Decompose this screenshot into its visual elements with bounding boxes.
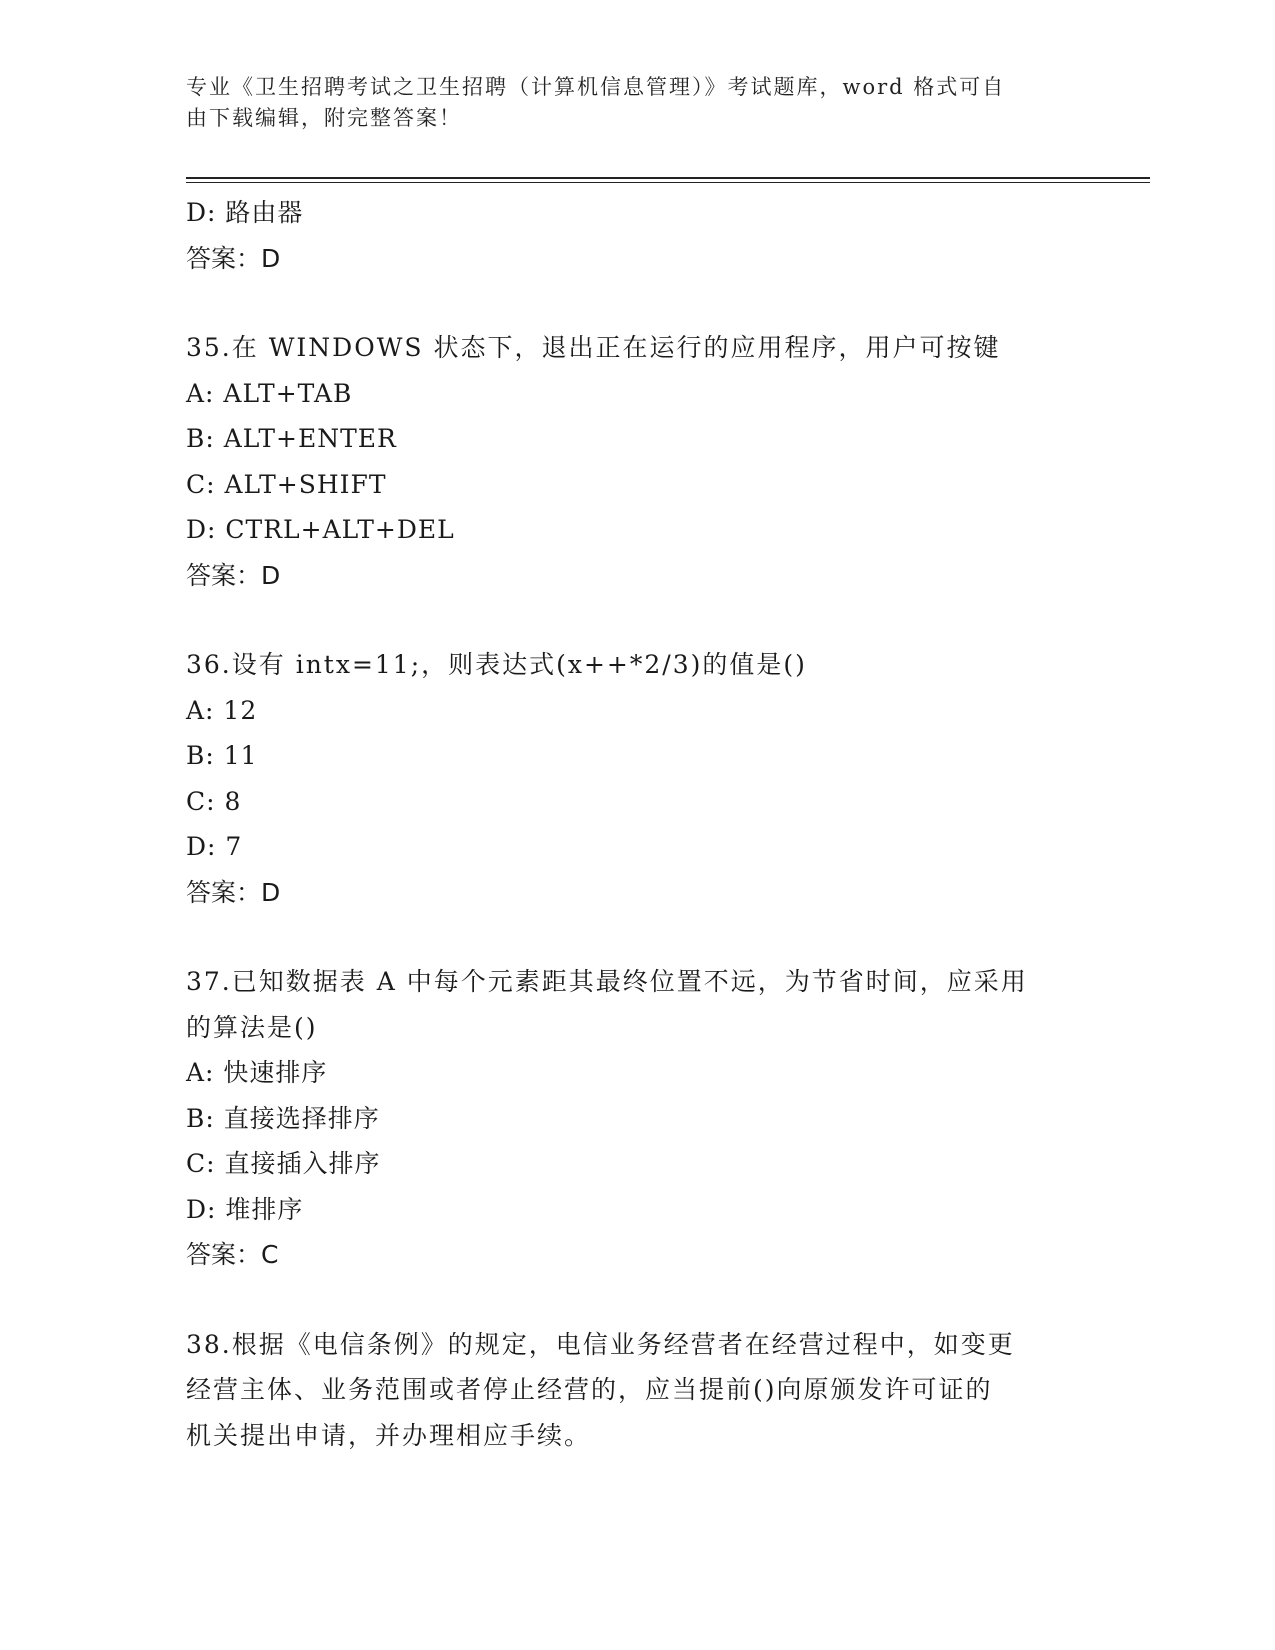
header-line-1: 专业《卫生招聘考试之卫生招聘（计算机信息管理）》考试题库，word 格式可自 xyxy=(186,75,1006,99)
question-37-answer: 答案：C xyxy=(186,1240,279,1269)
question-37-option-b: B: 直接选择排序 xyxy=(186,1103,380,1133)
question-36-option-b: B: 11 xyxy=(186,741,258,770)
header-rule-thick xyxy=(186,177,1150,179)
question-38 xyxy=(186,1322,1086,1459)
question-37-option-d: D: 堆排序 xyxy=(186,1194,304,1224)
question-37-option-a: A: 快速排序 xyxy=(186,1058,328,1087)
header-rule-thin xyxy=(186,182,1150,183)
question-35-answer: 答案：D xyxy=(186,560,281,590)
question-35-stem: 35.在 WINDOWS 状态下，退出正在运行的应用程序，用户可按键 xyxy=(186,333,1001,362)
question-list xyxy=(186,190,1086,1458)
question-37 xyxy=(186,959,1086,1278)
question-36 xyxy=(186,642,1086,915)
question-37-option-c: C: 直接插入排序 xyxy=(186,1149,381,1178)
question-35-option-b: B: ALT+ENTER xyxy=(186,424,397,453)
header-line-2: 由下载编辑，附完整答案！ xyxy=(186,106,462,130)
question-38-stem-line-2: 经营主体、业务范围或者停止经营的，应当提前()向原颁发许可证的 xyxy=(186,1375,993,1404)
question-36-option-d: D: 7 xyxy=(186,832,243,861)
question-37-stem-line-1: 37.已知数据表 A 中每个元素距其最终位置不远，为节省时间，应采用 xyxy=(186,967,1028,996)
question-36-answer: 答案：D xyxy=(186,877,281,907)
prev-option-d: D: 路由器 xyxy=(186,198,304,227)
question-36-option-a: A: 12 xyxy=(186,695,258,725)
question-35-option-c: C: ALT+SHIFT xyxy=(186,469,387,499)
document-header xyxy=(186,72,1066,134)
question-36-option-c: C: 8 xyxy=(186,786,242,816)
question-38-stem-line-1: 38.根据《电信条例》的规定，电信业务经营者在经营过程中，如变更 xyxy=(186,1329,1015,1359)
question-35-option-a: A: ALT+TAB xyxy=(186,378,353,408)
prev-answer: 答案：D xyxy=(186,243,281,273)
question-36-stem: 36.设有 intx=11;，则表达式(x++*2/3)的值是() xyxy=(186,650,807,679)
question-35-option-d: D: CTRL+ALT+DEL xyxy=(186,515,455,544)
question-35 xyxy=(186,325,1086,598)
question-38-stem-line-3: 机关提出申请，并办理相应手续。 xyxy=(186,1420,592,1450)
question-37-stem-line-2: 的算法是() xyxy=(186,1012,318,1042)
